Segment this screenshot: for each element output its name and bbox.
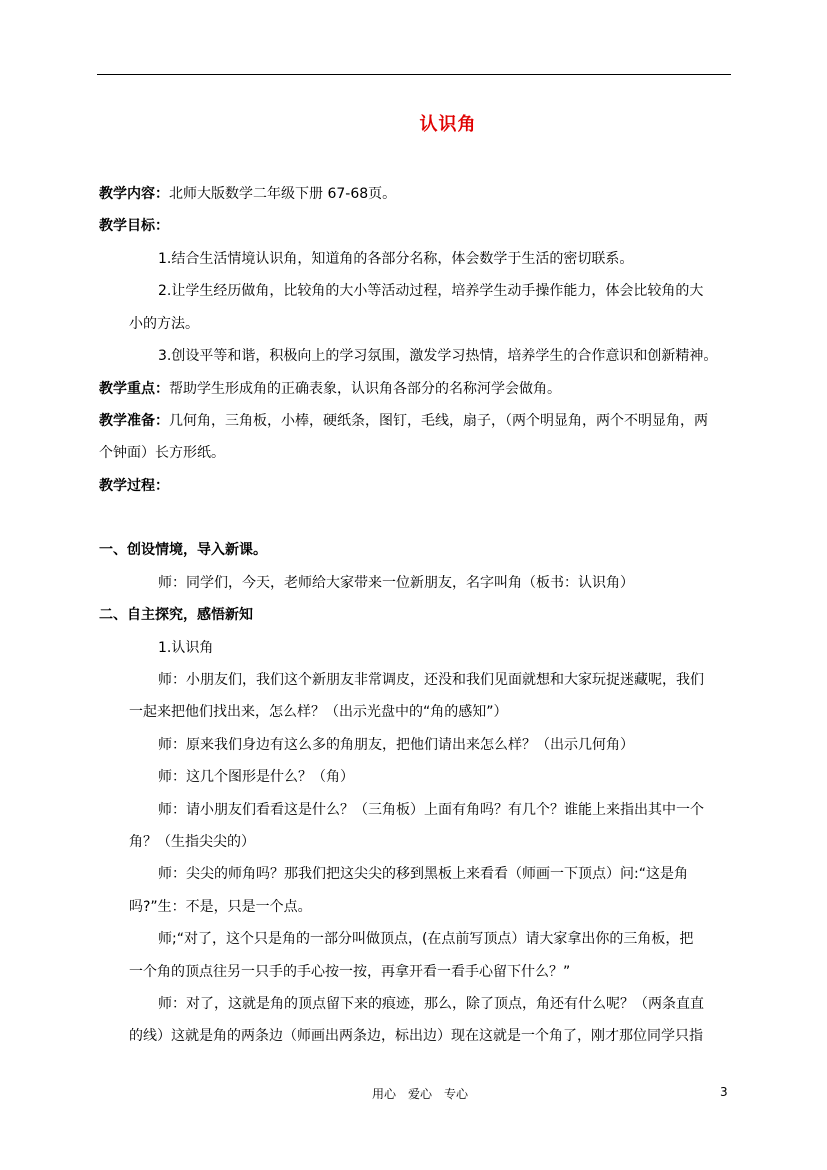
line-preparation	[99, 411, 708, 431]
text: 几何角，三角板，小棒，硬纸条，图钉，毛线，扇子，（两个明显角，两个不明显角，两	[169, 413, 708, 429]
line-p9	[158, 994, 704, 1014]
text: 师：原来我们身边有这么多的角朋友，把他们请出来怎么样？（出示几何角）	[158, 737, 634, 753]
text: 个钟面）长方形纸。	[99, 445, 225, 461]
text: 师;“对了，这个只是角的一部分叫做顶点，(在点前写顶点）请大家拿出你的三角板，把	[158, 931, 694, 947]
text: 师：请小朋友们看看这是什么？（三角板）上面有角吗？有几个？谁能上来指出其中一个	[158, 802, 704, 818]
text: 师：小朋友们，我们这个新朋友非常调皮，还没和我们见面就想和大家玩捉迷藏呢，我们	[158, 672, 704, 688]
text: 吗?”生：不是，只是一个点。	[129, 899, 312, 915]
line-p7	[158, 864, 688, 884]
line-p9-cont	[129, 1026, 703, 1046]
text: 1.结合生活情境认识角，知道角的各部分名称，体会数学于生活的密切联系。	[158, 251, 634, 267]
line-goal-3	[158, 346, 717, 366]
line-goal-2-cont	[129, 314, 199, 334]
text: 1.认识角	[158, 640, 214, 656]
line-goal-2	[158, 281, 703, 301]
line-p6-cont	[129, 832, 255, 852]
line-p6	[158, 800, 704, 820]
page-title: 认识角	[419, 114, 477, 135]
line-goal-1	[158, 249, 633, 269]
line-p7-cont	[129, 897, 312, 917]
line-goals-heading	[99, 216, 169, 236]
footer-motto: 用心 爱心 专心	[371, 1087, 468, 1101]
text: 一起来把他们找出来，怎么样？（出示光盘中的“角的感知”）	[129, 704, 508, 720]
text: 师：尖尖的师角吗？那我们把这尖尖的移到黑板上来看看（师画一下顶点）问:“这是角	[158, 866, 688, 882]
line-p3	[158, 670, 704, 690]
line-p4	[158, 735, 634, 755]
label: 教学重点：	[99, 381, 169, 397]
page-number: 3	[720, 1085, 728, 1099]
line-p3-cont	[129, 702, 508, 722]
line-p8-cont	[129, 962, 570, 982]
line-key-point	[99, 379, 561, 399]
line-p2	[158, 638, 213, 658]
text: 师：对了，这就是角的顶点留下来的痕迹，那么，除了顶点，角还有什么呢？（两条直直	[158, 996, 704, 1012]
line-p1	[158, 573, 634, 593]
label: 教学过程：	[99, 478, 169, 494]
label: 教学内容：	[99, 186, 169, 202]
line-process-heading	[99, 476, 169, 496]
text: 角？（生指尖尖的）	[129, 834, 255, 850]
text: 帮助学生形成角的正确表象，认识角各部分的名称河学会做角。	[169, 381, 561, 397]
label: 教学准备：	[99, 413, 169, 429]
text: 师：这几个图形是什么？（角）	[158, 769, 354, 785]
line-section-2	[99, 605, 253, 625]
text: 小的方法。	[129, 316, 199, 332]
line-p5	[158, 767, 354, 787]
text: 北师大版数学二年级下册 67-68页。	[169, 186, 397, 202]
text: 一个角的顶点往另一只手的手心按一按，再拿开看一看手心留下什么？”	[129, 964, 571, 980]
header-rule	[97, 74, 731, 75]
line-preparation-cont	[99, 443, 225, 463]
text: 师：同学们，今天，老师给大家带来一位新朋友，名字叫角（板书：认识角）	[158, 575, 634, 591]
line-p8	[158, 929, 693, 949]
label: 教学目标：	[99, 218, 169, 234]
text: 的线）这就是角的两条边（师画出两条边，标出边）现在这就是一个角了，刚才那位同学只指	[129, 1028, 703, 1044]
label: 二、自主探究，感悟新知	[99, 607, 253, 623]
label: 一、创设情境，导入新课。	[99, 542, 267, 558]
line-content	[99, 184, 396, 204]
text: 3.创设平等和谐，积极向上的学习氛围，激发学习热情，培养学生的合作意识和创新精神。	[158, 348, 718, 364]
text: 2.让学生经历做角，比较角的大小等活动过程，培养学生动手操作能力，体会比较角的大	[158, 283, 704, 299]
line-section-1	[99, 540, 267, 560]
